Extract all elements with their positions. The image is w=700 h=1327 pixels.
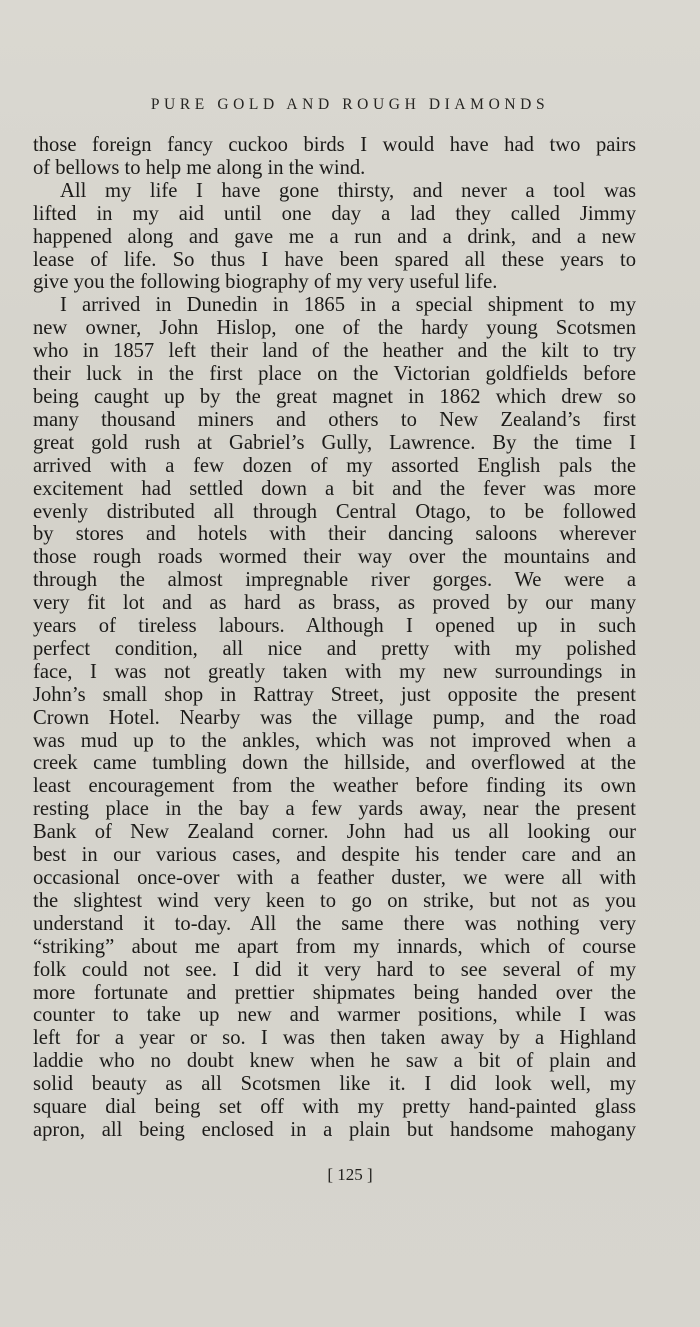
text-line: laddie who no doubt knew when he saw a bit of plain and [33, 1050, 636, 1073]
text-line: apron, all being enclosed in a plain but handsome mahogany [33, 1118, 636, 1141]
text-line: those foreign fancy cuckoo birds I would have had two pairs [33, 134, 636, 156]
text-line: All my life I have gone thirsty, and never a tool was [60, 179, 636, 202]
text-line: more fortunate and prettier shipmates being handed over the [33, 981, 636, 1004]
text-line: was mud up to the ankles, which was not improved when a [33, 729, 636, 752]
text-line: counter to take up new and warmer positions, while I was [33, 1004, 636, 1027]
text-line: face, I was not greatly taken with my new surroundings in [33, 660, 636, 683]
text-line: creek came tumbling down the hillside, and overflowed at the [33, 752, 636, 775]
text-line: Bank of New Zealand corner. John had us all looking our [33, 821, 636, 844]
text-line: best in our various cases, and despite his tender care and an [33, 844, 636, 867]
text-line: excitement had settled down a bit and the fever was more [33, 477, 636, 500]
text-line: John’s small shop in Rattray Street, just opposite the present [33, 683, 636, 706]
text-line: who in 1857 left their land of the heather and the kilt to try [33, 340, 636, 363]
text-line: of bellows to help me along in the wind. [33, 156, 366, 179]
text-line: solid beauty as all Scotsmen like it. I did look well, my [33, 1073, 636, 1096]
text-line: lease of life. So thus I have been spared all these years to [33, 248, 636, 271]
text-line: folk could not see. I did it very hard to see several of my [33, 958, 636, 981]
text-line: left for a year or so. I was then taken away by a Highland [33, 1027, 636, 1050]
text-line: new owner, John Hislop, one of the hardy young Scotsmen [33, 317, 636, 340]
text-line: happened along and gave me a run and a drink, and a new [33, 225, 636, 248]
text-line: occasional once-over with a feather duster, we were all with [33, 867, 636, 889]
text-line: resting place in the bay a few yards away, near the present [33, 798, 636, 821]
text-line: Crown Hotel. Nearby was the village pump, and the road [33, 706, 636, 729]
text-line: I arrived in Dunedin in 1865 in a special shipment to my [60, 294, 636, 317]
text-line: great gold rush at Gabriel’s Gully, Lawrence. By the time I [33, 431, 636, 454]
text-line: years of tireless labours. Although I opened up in such [33, 615, 636, 638]
text-line: least encouragement from the weather before finding its own [33, 775, 636, 798]
text-line: many thousand miners and others to New Zealand’s first [33, 408, 636, 431]
body-text [33, 134, 636, 1142]
text-line: arrived with a few dozen of my assorted English pals the [33, 454, 636, 477]
text-line: “striking” about me apart from my innards, which of course [33, 935, 636, 958]
text-line: square dial being set off with my pretty hand-painted glass [33, 1096, 636, 1119]
running-head: PURE GOLD AND ROUGH DIAMONDS [150, 96, 550, 113]
text-line: give you the following biography of my very useful life. [33, 271, 498, 294]
text-line: perfect condition, all nice and pretty with my polished [33, 637, 636, 660]
text-line: through the almost impregnable river gorges. We were a [33, 569, 636, 592]
text-line: lifted in my aid until one day a lad they called Jimmy [33, 202, 636, 225]
text-line: those rough roads wormed their way over the mountains and [33, 546, 636, 569]
text-line: their luck in the first place on the Victorian goldfields before [33, 363, 636, 386]
text-line: understand it to-day. All the same there was nothing very [33, 912, 636, 935]
text-line: by stores and hotels with their dancing saloons wherever [33, 523, 636, 546]
text-line: being caught up by the great magnet in 1862 which drew so [33, 385, 636, 408]
text-line: the slightest wind very keen to go on strike, but not as you [33, 889, 636, 912]
page-number: [ 125 ] [327, 1165, 373, 1184]
text-line: evenly distributed all through Central Otago, to be followed [33, 500, 636, 523]
text-line: very fit lot and as hard as brass, as proved by our many [33, 592, 636, 615]
